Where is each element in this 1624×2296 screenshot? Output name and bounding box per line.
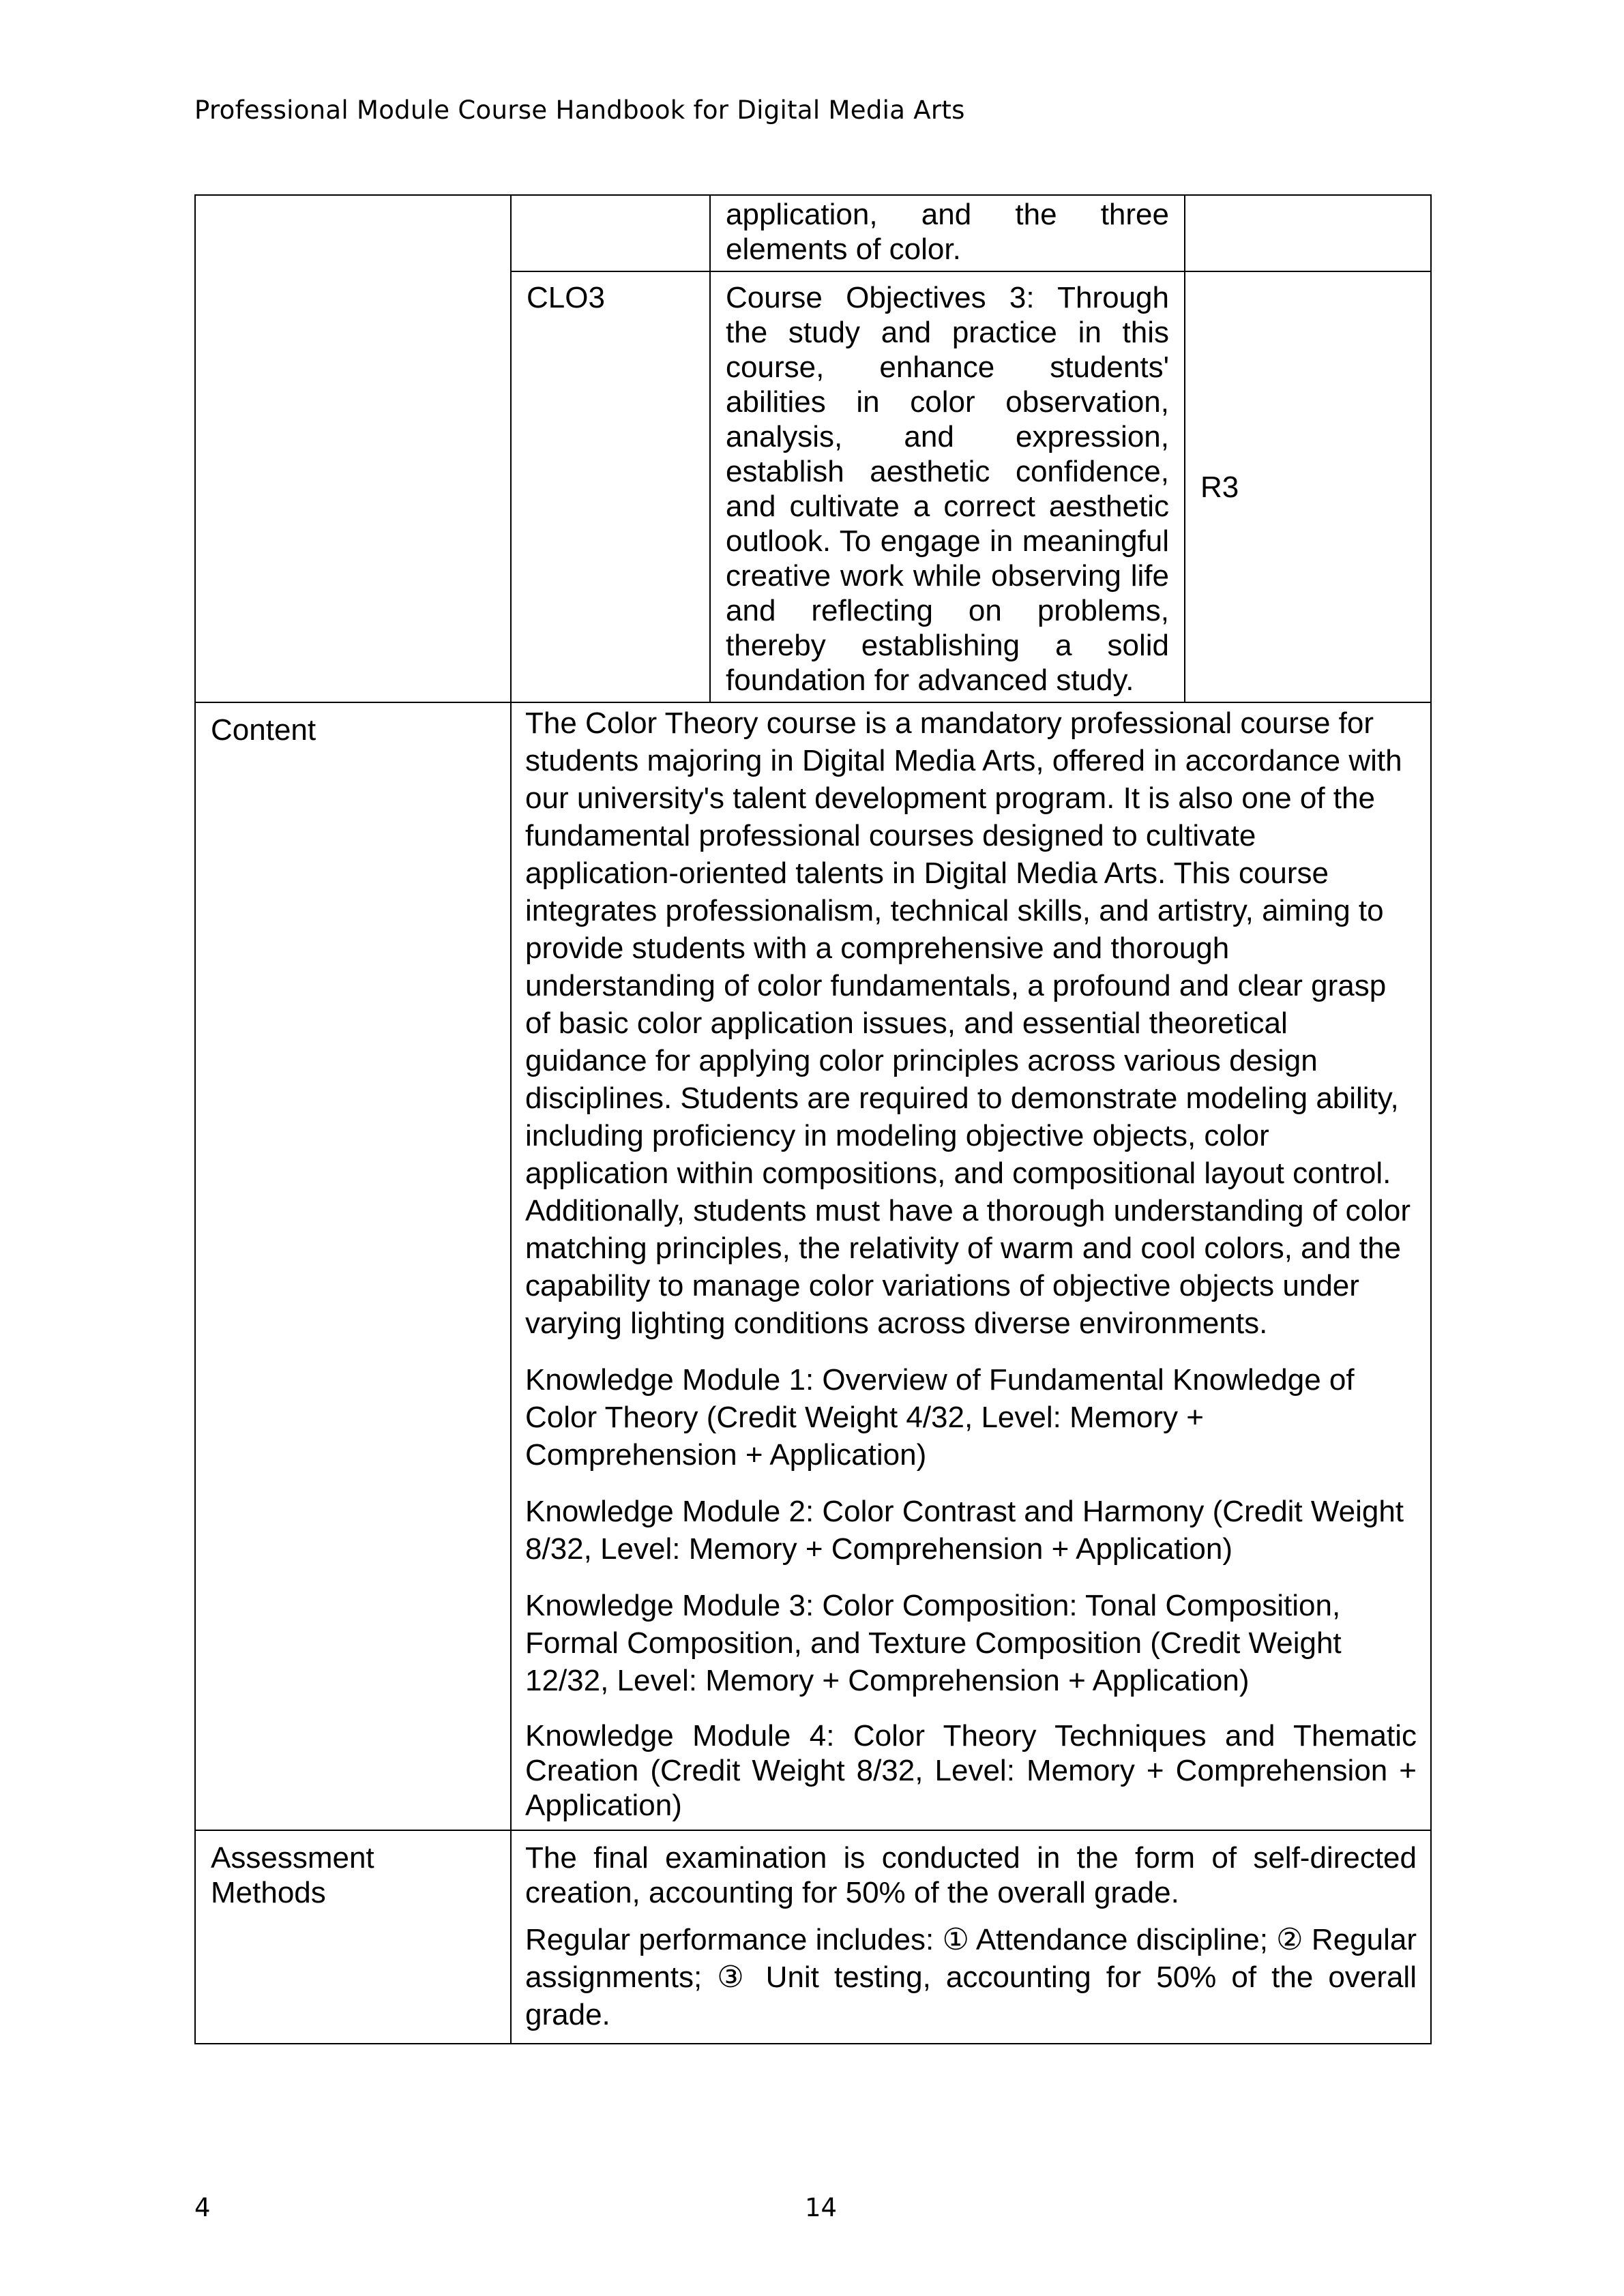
- footer-left-number: 4: [194, 2193, 211, 2222]
- page-header-title: Professional Module Course Handbook for Digital Media Arts: [194, 95, 965, 125]
- knowledge-module-4: Knowledge Module 4: Color Theory Techniques and Thematic Creation (Credit Weight 8/32, Level: Memory + Comprehension + Application): [525, 1719, 1417, 1822]
- assessment-row: [195, 1830, 1431, 2044]
- knowledge-module-3: Knowledge Module 3: Color Composition: Tonal Composition, Formal Composition, and Texture Composition (Credit Weight 12/32, Level: Memory + Comprehension + Application): [525, 1589, 1342, 1697]
- page-number: 14: [805, 2193, 838, 2222]
- content-body: [511, 702, 1431, 1830]
- knowledge-module-2: Knowledge Module 2: Color Contrast and Harmony (Credit Weight 8/32, Level: Memory + Comprehension + Application): [525, 1495, 1404, 1566]
- objective-mapping: [1185, 195, 1431, 271]
- content-paragraph: The Color Theory course is a mandatory professional course for students majoring in Digital Media Arts, offered in accordance with our university's talent development program. It is also one of the fundamental professional courses designed to cultivate application-oriented talents in Digital Media Arts. This course integrates professionalism, technical skills, and artistry, aiming to provide students with a comprehensive and thorough understanding of color fundamentals, a profound and clear grasp of basic color application issues, and essential theoretical guidance for applying color principles across various design disciplines. Students are required to demonstrate modeling ability, including proficiency in modeling objective objects, color application within compositions, and compositional layout control. Additionally, students must have a thorough understanding of color matching principles, the relativity of warm and cool colors, and the capability to manage color variations of objective objects under varying lighting conditions across diverse environments.: [525, 706, 1411, 1340]
- knowledge-module-1: Knowledge Module 1: Overview of Fundamental Knowledge of Color Theory (Credit Weight 4/32, Level: Memory + Comprehension + Application): [525, 1363, 1355, 1472]
- assessment-body: [511, 1830, 1431, 2044]
- objective-text: application, and the three elements of color.: [710, 195, 1185, 271]
- assessment-final-exam: The final examination is conducted in the form of self-directed creation, accounting for 50% of the overall grade.: [525, 1841, 1417, 1909]
- objective-code: [511, 195, 710, 271]
- content-label: Content: [195, 702, 511, 1830]
- content-row: [195, 702, 1431, 1830]
- course-table: [194, 194, 1432, 2044]
- objective-row: [195, 195, 1431, 271]
- section-label-empty: [195, 195, 511, 702]
- objective-mapping: R3: [1185, 271, 1431, 702]
- assessment-label: Assessment Methods: [195, 1830, 511, 2044]
- objective-text: Course Objectives 3: Through the study and practice in this course, enhance students' abilities in color observation, analysis, and expression, establish aesthetic confidence, and cultivate a correct aesthetic outlook. To engage in meaningful creative work while observing life and reflecting on problems, thereby establishing a solid foundation for advanced study.: [710, 271, 1185, 702]
- assessment-regular-performance: Regular performance includes: ① Attendance discipline; ② Regular assignments; ③ Unit testing, accounting for 50% of the overall grade.: [525, 1923, 1417, 2031]
- objective-code: CLO3: [511, 271, 710, 702]
